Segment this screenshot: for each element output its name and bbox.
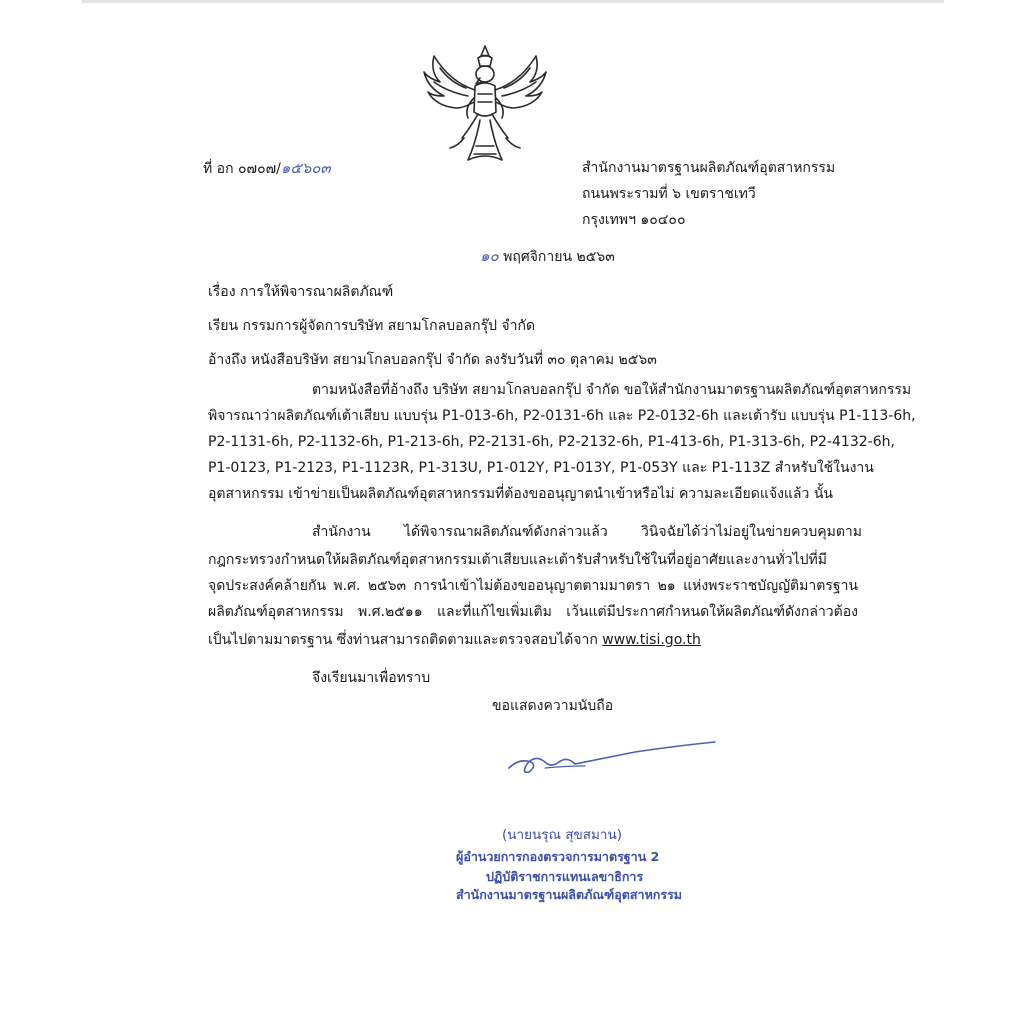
paragraph-1-line: พิจารณาว่าผลิตภัณฑ์เต้าเสียบ แบบรุ่น P1-013-6h, P2-0131-6h และ P2-0132-6h และเต้ารับ แบบรุ่น P1-113-6h, — [208, 408, 916, 424]
closing-line: จึงเรียนมาเพื่อทราบ — [312, 670, 431, 686]
paragraph-2-line — [208, 630, 858, 650]
paragraph-2-line: ผลิตภัณฑ์อุตสาหกรรม พ.ศ.๒๕๑๑ และที่แก้ไขเพิ่มเติม เว้นแต่มีประกาศกำหนดให้ผลิตภัณฑ์ดังกล่าวต้อง — [208, 604, 858, 620]
document-date — [480, 246, 615, 267]
agency-name: สำนักงานมาตรฐานผลิตภัณฑ์อุตสาหกรรม — [582, 160, 836, 176]
signatory-agency: สำนักงานมาตรฐานผลิตภัณฑ์อุตสาหกรรม — [456, 887, 683, 902]
signatory-acting-for: ปฏิบัติราชการแทนเลขาธิการ — [486, 869, 644, 884]
paragraph-1-line: P1-0123, P1-2123, P1-1123R, P1-313U, P1-012Y, P1-013Y, P1-053Y และ P1-113Z สำหรับใช้ในงาน — [208, 460, 874, 476]
signatory-position: ผู้อำนวยการกองตรวจการมาตรฐาน 2 — [456, 849, 660, 864]
paragraph-1-line: ตามหนังสือที่อ้างถึง บริษัท สยามโกลบอลกรุ๊ป จำกัด ขอให้สำนักงานมาตรฐานผลิตภัณฑ์อุตสาหกรรม — [312, 382, 912, 398]
paragraph-2-line: จุดประสงค์คล้ายกัน พ.ศ. ๒๕๖๓ การนำเข้าไม่ต้องขออนุญาตตามมาตรา ๒๑ แห่งพระราชบัญญัติมาตรฐาน — [208, 578, 858, 594]
paragraph-2-line: กฎกระทรวงกำหนดให้ผลิตภัณฑ์อุตสาหกรรมเต้าเสียบและเต้ารับสำหรับใช้ในที่อยู่อาศัยและงานทั่วไปที่มี — [208, 552, 827, 568]
agency-street: ถนนพระรามที่ ๖ เขตราชเทวี — [582, 186, 756, 202]
subject-line: เรื่อง การให้พิจารณาผลิตภัณฑ์ — [208, 284, 394, 300]
paragraph-1-line: P2-1131-6h, P2-1132-6h, P1-213-6h, P2-2131-6h, P2-2132-6h, P1-413-6h, P1-313-6h, P2-4132-6h, — [208, 434, 895, 450]
signatory-name: (นายนรุณ สุขสมาน) — [502, 827, 622, 843]
signature-icon — [505, 738, 720, 780]
garuda-emblem-icon — [420, 42, 550, 170]
reference-line: อ้างถึง หนังสือบริษัท สยามโกลบอลกรุ๊ป จำกัด ลงรับวันที่ ๓๐ ตุลาคม ๒๕๖๓ — [208, 352, 657, 368]
paragraph-1-line: อุตสาหกรรม เข้าข่ายเป็นผลิตภัณฑ์อุตสาหกรรมที่ต้องขออนุญาตนำเข้าหรือไม่ ความละเอียดแจ้งแล้ว นั้น — [208, 486, 833, 502]
date-day-handwritten: ๑๐ — [480, 247, 499, 265]
regards-line: ขอแสดงความนับถือ — [492, 698, 614, 714]
page-top-border — [82, 0, 944, 3]
paragraph-2-last-text: เป็นไปตามมาตรฐาน ซึ่งท่านสามารถติดตามและตรวจสอบได้จาก — [208, 632, 598, 648]
website-link[interactable]: www.tisi.go.th — [602, 632, 701, 648]
agency-city: กรุงเทพฯ ๑๐๔๐๐ — [582, 212, 686, 228]
document-number-label: ที่ อก ๐๗๐๗/ — [203, 161, 281, 177]
paragraph-2-line: สำนักงาน ได้พิจารณาผลิตภัณฑ์ดังกล่าวแล้ว วินิจฉัยได้ว่าไม่อยู่ในข่ายควบคุมตาม — [312, 524, 862, 540]
document-number-handwritten: ๑๕๖๐๓ — [280, 159, 331, 177]
addressee-line: เรียน กรรมการผู้จัดการบริษัท สยามโกลบอลกรุ๊ป จำกัด — [208, 318, 536, 334]
date-month-year: พฤศจิกายน ๒๕๖๓ — [503, 249, 615, 265]
